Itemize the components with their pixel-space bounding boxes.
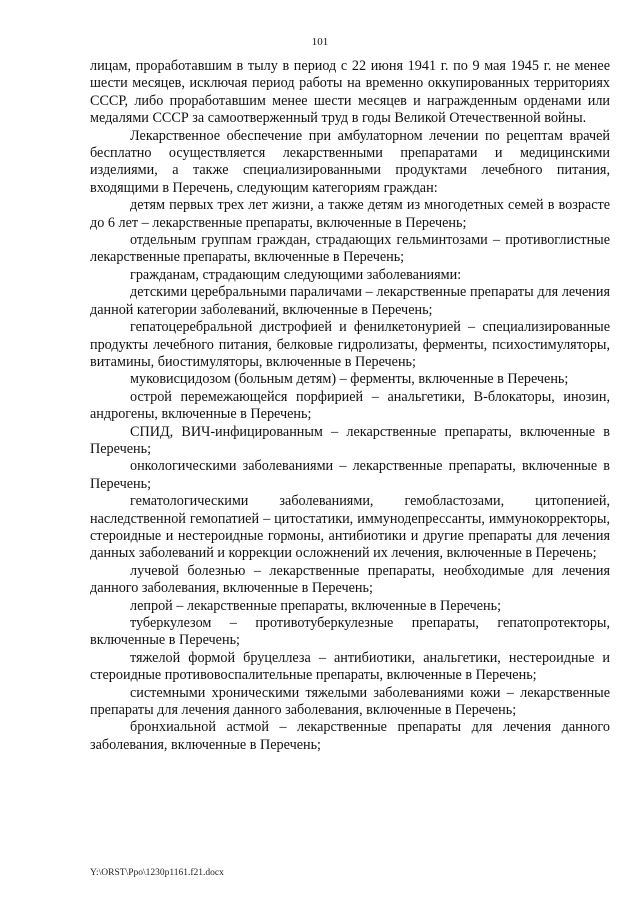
paragraph: лепрой – лекарственные препараты, включенные в Перечень; [130, 597, 502, 614]
paragraph: СПИД, ВИЧ-инфицированным – лекарственные препараты, включенные в Перечень; [90, 423, 610, 457]
paragraph: муковисцидозом (больным детям) – ферменты, включенные в Перечень; [130, 371, 569, 388]
paragraph: детскими церебральными параличами – лекарственные препараты для лечения данной категории заболеваний, включенные в Перечень; [90, 284, 610, 318]
paragraph: системными хроническими тяжелыми заболеваниями кожи – лекарственные препараты для лечения данного заболевания, включенные в Перечень; [90, 684, 610, 719]
paragraph: туберкулезом – противотуберкулезные препараты, гепатопротекторы, включенные в Перечень; [90, 615, 610, 649]
paragraph: бронхиальной астмой – лекарственные препараты для лечения данного заболевания, включенные в Перечень; [90, 719, 610, 753]
paragraph: Лекарственное обеспечение при амбулаторном лечении по рецептам врачей бесплатно осуществляется лекарственными препаратами и медицинскими изделиями, а также специализированными продуктами лечебного питания, входящими в Перечень, следующим категориям граждан: [90, 127, 610, 196]
paragraph: тяжелой формой бруцеллеза – антибиотики, анальгетики, нестероидные и стероидные противовоспалительные препараты, включенные в Перечень; [90, 649, 610, 684]
footer-file-path: Y:\ORST\Ppo\1230p1161.f21.docx [90, 868, 224, 878]
paragraph: гражданам, страдающим следующими заболеваниями: [130, 266, 462, 283]
paragraph: лучевой болезнью – лекарственные препараты, необходимые для лечения данного заболевания, включенные в Перечень; [90, 562, 610, 597]
paragraph: острой перемежающейся порфирией – анальгетики, B-блокаторы, инозин, андрогены, включенные в Перечень; [90, 388, 610, 423]
paragraph: лицам, проработавшим в тылу в период с 22 июня 1941 г. по 9 мая 1945 г. не менее шести месяцев, исключая период работы на временно оккупированных территориях СССР, либо проработавшим менее шести месяцев и награжденным орденами или медалями СССР за самоотверженный труд в годы Великой Отечественной войны. [90, 58, 610, 127]
page-number: 101 [311, 36, 329, 48]
paragraph: детям первых трех лет жизни, а также детям из многодетных семей в возрасте до 6 лет – лекарственные препараты, включенные в Перечень; [90, 197, 610, 231]
paragraph: гематологическими заболеваниями, гемобластозами, цитопенией, наследственной гемопатией – цитостатики, иммунодепрессанты, иммунокорректоры, стероидные и нестероидные гормоны, антибиотики и другие препараты для лечения данных заболеваний и коррекции осложнений их лечения, включенные в Перечень; [90, 493, 610, 562]
paragraph: онкологическими заболеваниями – лекарственные препараты, включенные в Перечень; [90, 458, 610, 492]
paragraph: отдельным группам граждан, страдающих гельминтозами – противоглистные лекарственные препараты, включенные в Перечень; [90, 232, 610, 266]
document-body [90, 58, 610, 754]
paragraph: гепатоцеребральной дистрофией и фенилкетонурией – специализированные продукты лечебного питания, белковые гидролизаты, ферменты, психостимуляторы, витамины, биостимуляторы, включенные в Перечень; [90, 319, 610, 370]
